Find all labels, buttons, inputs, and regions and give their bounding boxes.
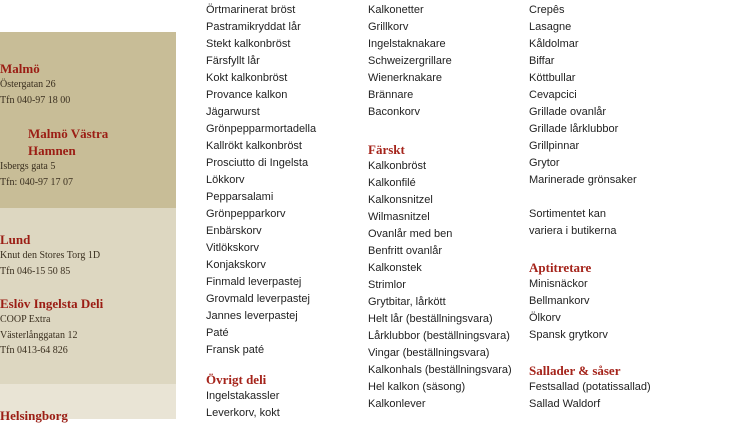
assortment-note [529, 206, 739, 240]
store-helsingborg [0, 407, 176, 424]
store-lund [0, 231, 176, 279]
product-item: Stekt kalkonbröst [206, 38, 291, 50]
product-item: Kallrökt kalkonbröst [206, 140, 302, 152]
product-item: Grytor [529, 157, 560, 169]
product-item: Paté [206, 327, 229, 339]
store-address: Knut den Stores Torg 1D [0, 250, 101, 261]
store-phone: Tfn 0413-64 826 [0, 345, 68, 356]
product-item: Örtmarinerat bröst [206, 4, 296, 16]
product-item: Fransk paté [206, 344, 265, 356]
product-item: Bellmankorv [529, 295, 590, 307]
product-list [368, 158, 528, 413]
section-heading: Aptitretare [529, 260, 592, 275]
product-item: Leverkorv, kokt [206, 407, 280, 419]
product-item: Kalkonhals (beställningsvara) [368, 364, 512, 376]
product-item: Vingar (beställningsvara) [368, 347, 490, 359]
product-item: Sallad Waldorf [529, 398, 601, 410]
product-item: Schweizergrillare [368, 55, 452, 67]
product-item: Lårklubbor (beställningsvara) [368, 330, 510, 342]
product-list [206, 2, 366, 359]
product-list [529, 379, 739, 413]
product-item: Prosciutto di Ingelsta [206, 157, 309, 169]
product-item: Lökkorv [206, 174, 245, 186]
product-item: Kalkonlever [368, 398, 426, 410]
product-item: Grovmald leverpastej [206, 293, 310, 305]
product-item: Helt lår (beställningsvara) [368, 313, 493, 325]
product-item: Brännare [368, 89, 414, 101]
section-heading: Sallader & såser [529, 363, 621, 378]
store-phone: Tfn 046-15 50 85 [0, 265, 71, 277]
product-item: Benfritt ovanlår [368, 245, 442, 257]
store-name: Malmö Västra Hamnen [28, 126, 109, 158]
product-item: Hel kalkon (säsong) [368, 381, 466, 393]
product-item: Grillkorv [368, 21, 409, 33]
product-item: Grönpepparmortadella [206, 123, 317, 135]
store-phone: Tfn 040-97 18 00 [0, 94, 71, 106]
product-item: Köttbullar [529, 72, 576, 84]
product-list [368, 2, 528, 121]
product-item: Strimlor [368, 279, 406, 291]
store-name: Malmö [0, 61, 40, 76]
product-item: Pastramikryddat lår [206, 21, 301, 33]
store-address: Östergatan 26 [0, 79, 56, 90]
product-item: Grönpepparkorv [206, 208, 286, 220]
store-malmo [0, 60, 176, 108]
product-item: Grillpinnar [529, 140, 580, 152]
product-item: Crepês [529, 4, 565, 16]
product-item: Baconkorv [368, 106, 420, 118]
store-name: Eslöv Ingelsta Deli [0, 296, 104, 311]
product-item: Enbärskorv [206, 225, 262, 237]
product-item: Kalkonetter [368, 4, 424, 16]
product-item: Wienerknakare [368, 72, 442, 84]
store-address: Västerlånggatan 12 [0, 329, 78, 341]
note-line: variera i butikerna [529, 225, 617, 237]
product-item: Kalkonsnitzel [368, 194, 433, 206]
product-item: Kåldolmar [529, 38, 579, 50]
product-item: Finmald leverpastej [206, 276, 302, 288]
product-item: Kalkonbröst [368, 160, 427, 172]
product-item: Jannes leverpastej [206, 310, 298, 322]
store-line: COOP Extra [0, 314, 51, 325]
product-item: Konjakskorv [206, 259, 266, 271]
product-column-3 [529, 2, 739, 413]
store-sidebar [0, 0, 176, 423]
product-item: Grytbitar, lårkött [368, 296, 446, 308]
product-item: Ingelstaknakare [368, 38, 446, 50]
product-item: Färsfyllt lår [206, 55, 260, 67]
store-name: Helsingborg [0, 408, 68, 423]
store-phone: Tfn: 040-97 17 07 [0, 176, 74, 188]
product-item: Kokt kalkonbröst [206, 72, 288, 84]
store-malmo-vastra-hamnen [0, 125, 176, 190]
store-name: Lund [0, 232, 31, 247]
product-list [529, 276, 739, 344]
section-heading: Färskt [368, 142, 405, 157]
product-item: Festsallad (potatissallad) [529, 381, 651, 393]
product-item: Jägarwurst [206, 106, 260, 118]
product-item: Biffar [529, 55, 555, 67]
product-item: Minisnäckor [529, 278, 588, 290]
product-item: Ölkorv [529, 312, 561, 324]
product-item: Wilmasnitzel [368, 211, 430, 223]
product-item: Pepparsalami [206, 191, 274, 203]
product-item: Ingelstakassler [206, 390, 280, 402]
product-item: Cevapcici [529, 89, 577, 101]
product-list [206, 388, 366, 422]
product-item: Ovanlår med ben [368, 228, 453, 240]
section-heading: Övrigt deli [206, 372, 267, 387]
product-item: Grillade ovanlår [529, 106, 607, 118]
product-column-1 [206, 2, 366, 422]
product-item: Lasagne [529, 21, 572, 33]
product-item: Marinerade grönsaker [529, 174, 637, 186]
product-item: Kalkonstek [368, 262, 422, 274]
product-column-2 [368, 2, 528, 413]
product-list [529, 2, 739, 189]
product-item: Spansk grytkorv [529, 329, 608, 341]
note-line: Sortimentet kan [529, 208, 607, 220]
product-item: Kalkonfilé [368, 177, 416, 189]
store-eslov [0, 295, 176, 359]
store-address: Isbergs gata 5 [0, 161, 56, 172]
product-item: Provance kalkon [206, 89, 288, 101]
product-item: Vitlökskorv [206, 242, 259, 254]
product-item: Grillade lårklubbor [529, 123, 619, 135]
